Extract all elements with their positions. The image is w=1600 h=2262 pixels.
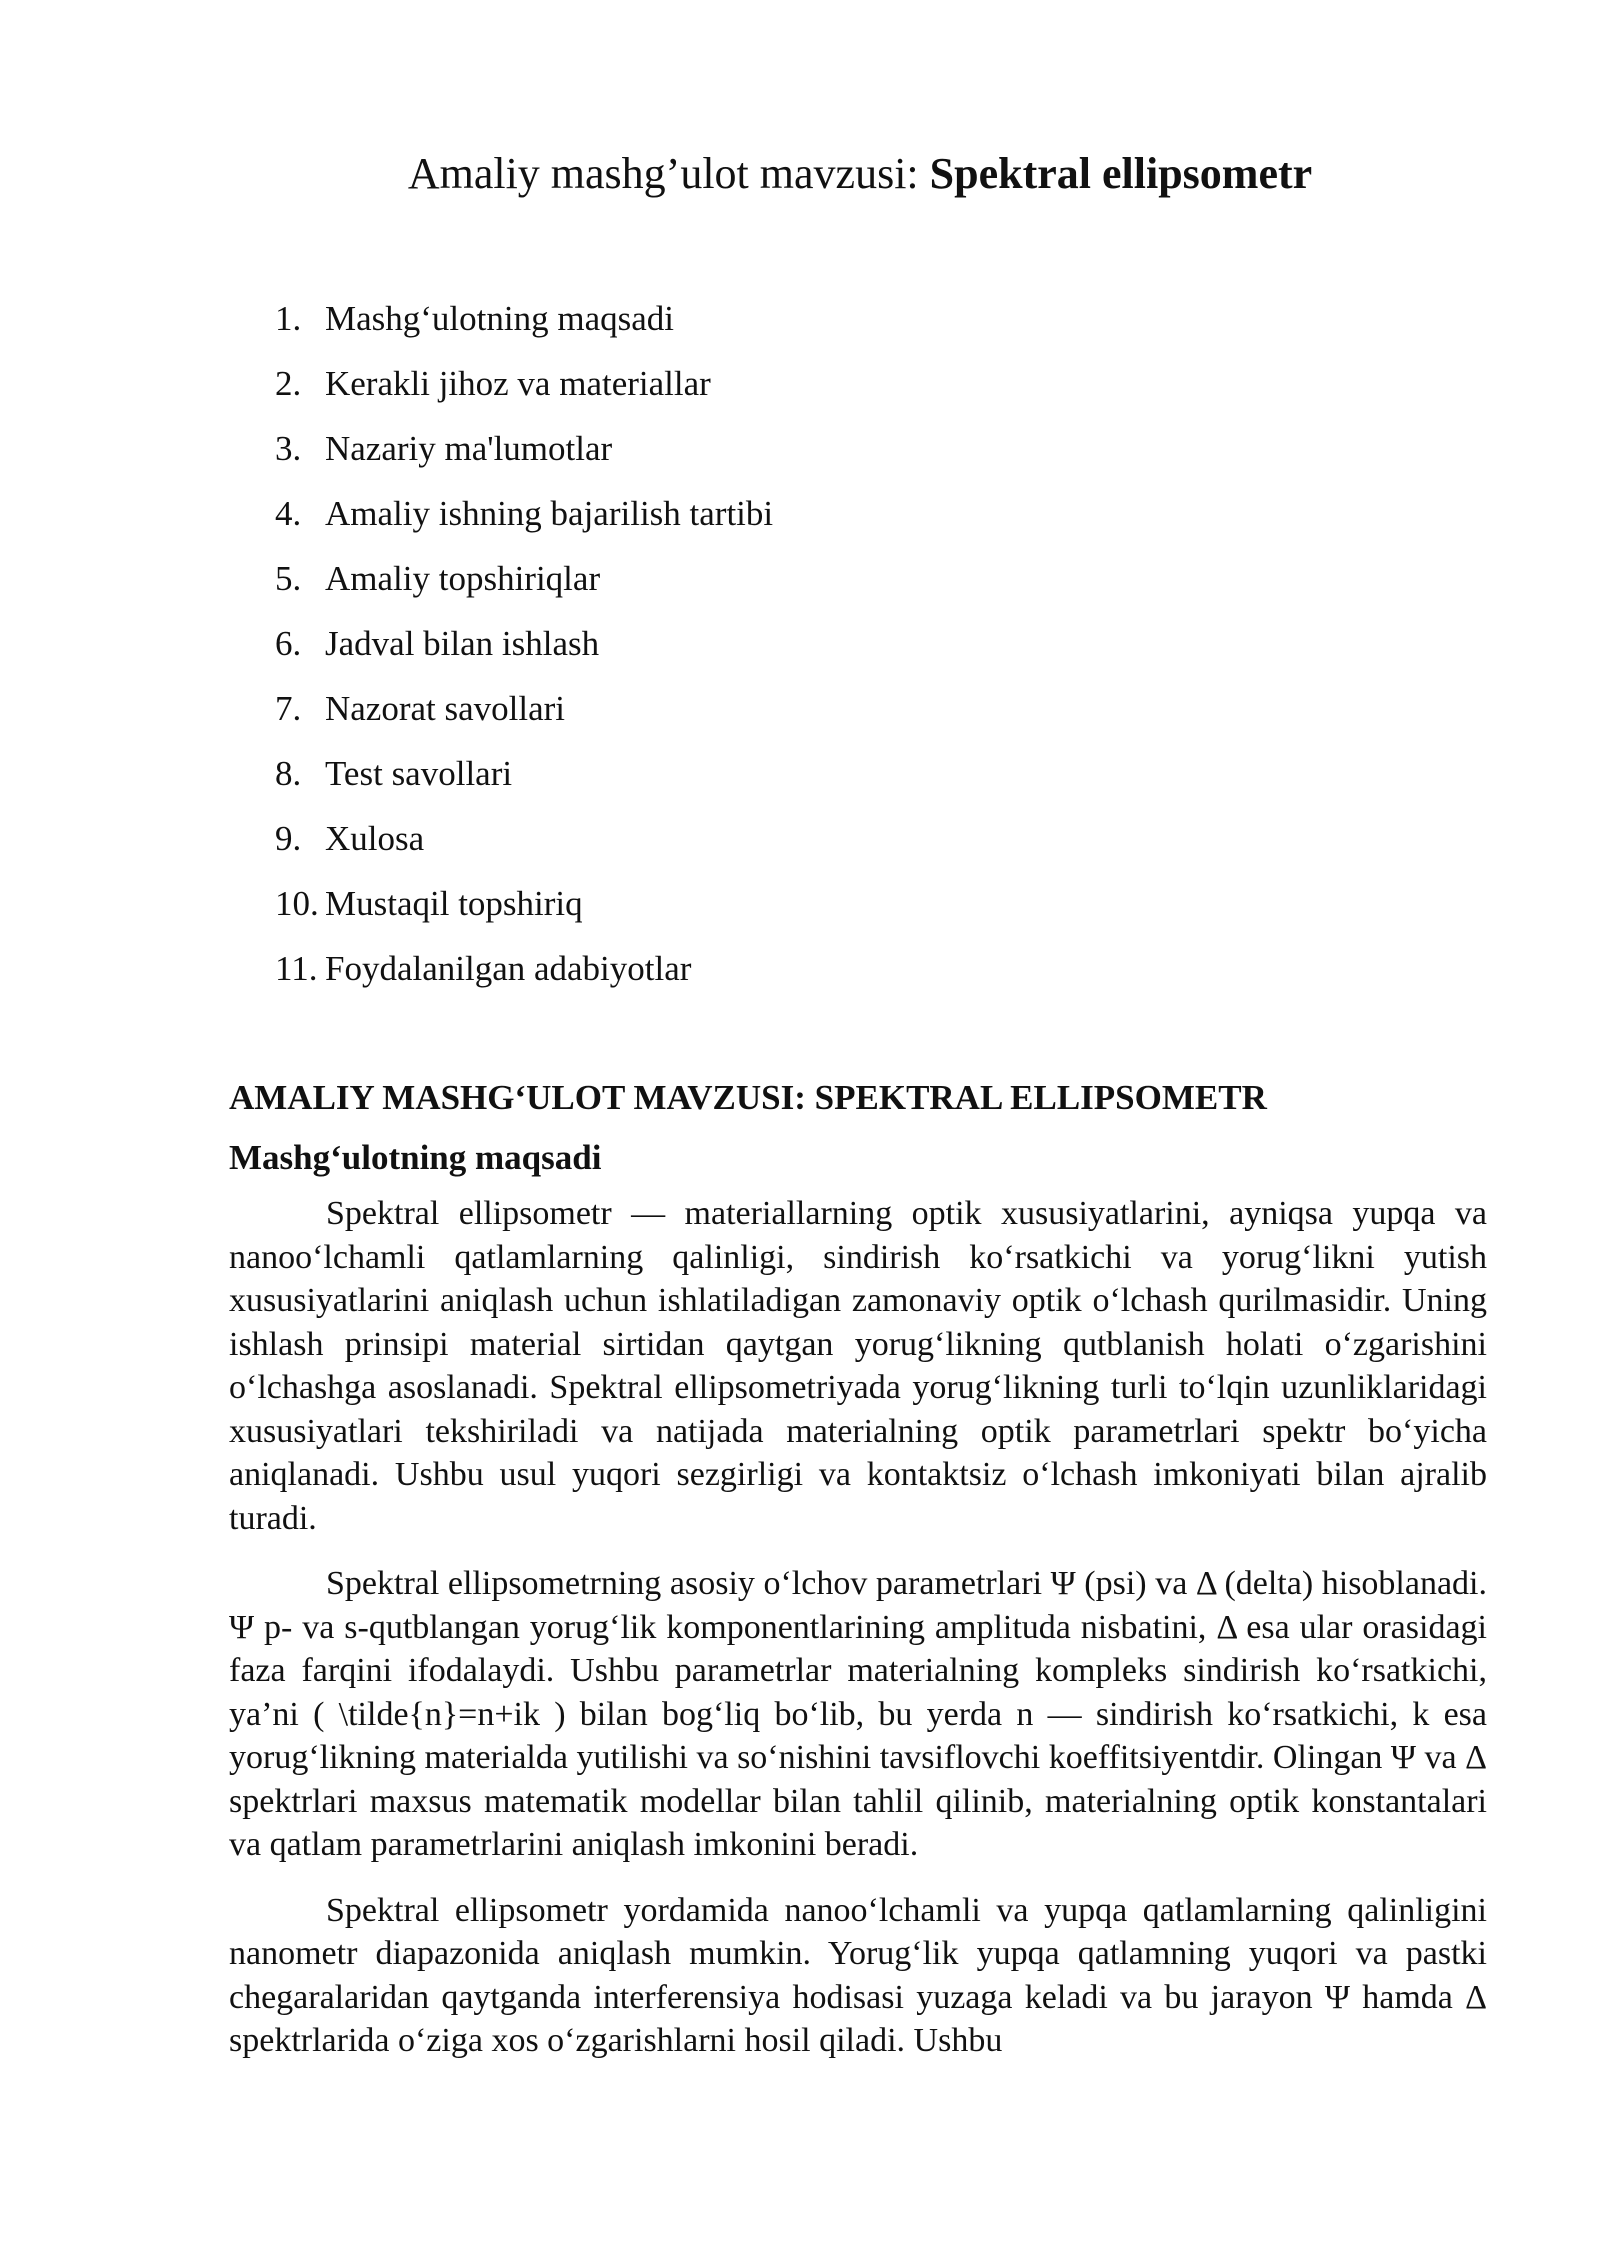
toc-item-label: Jadval bilan ishlash <box>325 624 600 663</box>
toc-item-label: Mustaqil topshiriq <box>325 884 583 923</box>
toc-item <box>275 611 773 676</box>
toc-item-label: Kerakli jihoz va materiallar <box>325 364 711 403</box>
toc-item <box>275 286 773 351</box>
body-paragraph: Spektral ellipsometr — materiallarning optik xususiyatlarini, ayniqsa yupqa va nanoo‘lchamli qatlamlarning qalinligi, sindirish ko‘rsatkichi va yorug‘likni yutish xususiyatlarini aniqlash uchun ishlatiladigan zamonaviy optik o‘lchash qurilmasidir. Uning ishlash prinsipi material sirtidan qaytgan yorug‘likning qutblanish holati o‘zgarishini o‘lchashga asoslanadi. Spektral ellipsometriyada yorug‘likning turli to‘lqin uzunliklaridagi xususiyatlari tekshiriladi va natijada materialning optik parametrlari spektr bo‘yicha aniqlanadi. Ushbu usul yuqori sezgirligi va kontaktsiz o‘lchash imkoniyati bilan ajralib turadi. <box>229 1195 1487 1537</box>
toc-item <box>275 936 773 1001</box>
toc-item-label: Amaliy topshiriqlar <box>325 559 601 598</box>
toc-item <box>275 871 773 936</box>
toc-item <box>275 546 773 611</box>
section-heading: AMALIY MASHG‘ULOT MAVZUSI: SPEKTRAL ELLIPSOMETR <box>229 1078 1267 1117</box>
title-regular-text: Amaliy mashg’ulot mavzusi: <box>407 149 930 198</box>
table-of-contents <box>275 286 773 1001</box>
toc-item-number: 10. <box>275 884 319 923</box>
toc-item-number: 6. <box>275 624 302 663</box>
body-paragraph: Spektral ellipsometrning asosiy o‘lchov parametrlari Ψ (psi) va Δ (delta) hisoblanadi. Ψ p- va s-qutblangan yorug‘lik komponentlarining amplituda nisbatini, Δ esa ular orasidagi faza farqini ifodalaydi. Ushbu parametrlar materialning kompleks sindirish ko‘rsatkichi, ya’ni ( \tilde{n}=n+ik ) bilan bog‘liq bo‘lib, bu yerda n — sindirish ko‘rsatkichi, k esa yorug‘likning materialda yutilishi va so‘nishini tavsiflovchi koeffitsiyentdir. Olingan Ψ va Δ spektrlari maxsus matematik modellar bilan tahlil qilinib, materialning optik konstantalari va qatlam parametrlarini aniqlash imkonini beradi. <box>229 1565 1487 1863</box>
toc-item <box>275 676 773 741</box>
toc-item-number: 2. <box>275 364 302 403</box>
toc-item-number: 4. <box>275 494 302 533</box>
toc-item <box>275 416 773 481</box>
toc-item-label: Mashg‘ulotning maqsadi <box>325 299 674 338</box>
toc-item-number: 1. <box>275 299 302 338</box>
toc-item-number: 9. <box>275 819 302 858</box>
toc-item <box>275 351 773 416</box>
section-subheading: Mashg‘ulotning maqsadi <box>229 1138 602 1177</box>
toc-item <box>275 481 773 546</box>
toc-item-label: Xulosa <box>325 819 425 858</box>
toc-item-number: 8. <box>275 754 302 793</box>
toc-item-number: 7. <box>275 689 302 728</box>
document-body <box>229 1068 1487 2085</box>
toc-item <box>275 741 773 806</box>
title-bold-text: Spektral ellipsometr <box>929 149 1313 198</box>
toc-item-label: Test savollari <box>325 754 513 793</box>
document-title <box>0 148 1600 201</box>
toc-item-number: 11. <box>275 949 318 988</box>
toc-item-number: 5. <box>275 559 302 598</box>
toc-item <box>275 806 773 871</box>
toc-item-label: Nazorat savollari <box>325 689 566 728</box>
toc-item-label: Foydalanilgan adabiyotlar <box>325 949 692 988</box>
toc-item-label: Nazariy ma'lumotlar <box>325 429 613 468</box>
toc-item-label: Amaliy ishning bajarilish tartibi <box>325 494 774 533</box>
toc-item-number: 3. <box>275 429 302 468</box>
body-paragraph: Spektral ellipsometr yordamida nanoo‘lchamli va yupqa qatlamlarning qalinligini nanometr diapazonida aniqlash mumkin. Yorug‘lik yupqa qatlamning yuqori va pastki chegaralaridan qaytganda interferensiya hodisasi yuzaga keladi va bu jarayon Ψ hamda Δ spektrlarida o‘ziga xos o‘zgarishlarni hosil qiladi. Ushbu <box>229 1891 1487 2059</box>
